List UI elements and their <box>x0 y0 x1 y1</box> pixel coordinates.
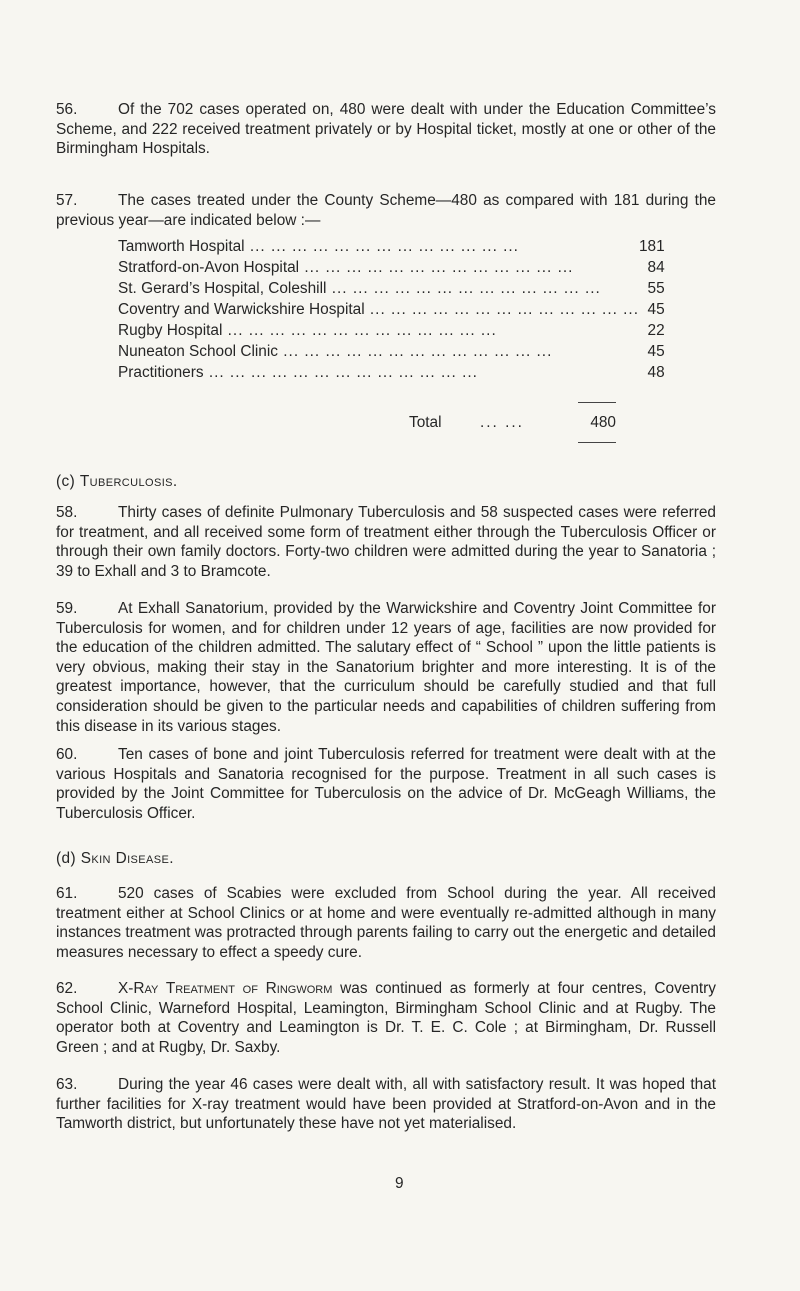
hospital-count: 45 <box>639 299 665 320</box>
total-value: 480 <box>590 414 616 431</box>
hospital-name: Coventry and Warwickshire Hospital ... . <box>118 299 639 320</box>
table-row <box>118 236 665 257</box>
paragraph-number: 58. <box>56 504 78 521</box>
paragraph-number: 62. <box>56 980 78 997</box>
total-rule-bottom <box>578 442 616 443</box>
paragraph-text: During the year 46 cases were dealt with, all with satisfactory result. It was hoped that further facilities for X-ray treatment would have been provided at Stratford-on-Avon and in the Tamworth district, but unfortunately these have not yet materialised. <box>56 1076 716 1133</box>
section-title: Tuberculosis. <box>79 473 178 490</box>
paragraph-lead: X-Ray Treatment of Ringworm <box>118 980 333 997</box>
paragraph-number: 60. <box>56 746 78 763</box>
paragraph-number: 61. <box>56 885 78 902</box>
paragraph-63 <box>56 1075 716 1134</box>
table-row <box>118 341 665 362</box>
paragraph-text: Ten cases of bone and joint Tuberculosis referred for treatment were dealt with at the various Hospitals and Sanatoria recognised for the purpose. Treatment in all such cases is provided by the Joint Committee for Tuberculosis on the advice of Dr. McGeagh Williams, the Tuberculosis Officer. <box>56 746 716 822</box>
paragraph-text: The cases treated under the County Scheme—480 as compared with 181 during the previous year—are indicated below :— <box>56 192 716 229</box>
paragraph-58 <box>56 503 716 581</box>
hospital-table <box>118 236 665 383</box>
paragraph-text: Thirty cases of definite Pulmonary Tuberculosis and 58 suspected cases were referred for treatment, and all received some form of treatment either through the Tuberculosis Officer or through their own family doctors. Forty-two children were admitted during the year to Sanatoria ; 39 to Exhall and 3 to Bramcote. <box>56 504 716 580</box>
paragraph-number: 63. <box>56 1076 78 1093</box>
paragraph-59 <box>56 599 716 736</box>
paragraph-text: Of the 702 cases operated on, 480 were dealt with under the Education Committee’s Scheme, and 222 received treatment privately or by Hospital ticket, mostly at one or other of the Birmingham Hospitals. <box>56 101 716 158</box>
hospital-count: 84 <box>639 257 665 278</box>
paragraph-61 <box>56 884 716 962</box>
table-row <box>118 362 665 383</box>
paragraph-number: 56. <box>56 101 78 118</box>
hospital-count: 22 <box>639 320 665 341</box>
hospital-name: Tamworth Hospital ... . <box>118 236 639 257</box>
table-row <box>118 278 665 299</box>
paragraph-57 <box>56 191 716 230</box>
paragraph-number: 57. <box>56 192 78 209</box>
hospital-count: 55 <box>639 278 665 299</box>
hospital-count: 181 <box>638 238 665 255</box>
table-row <box>118 257 665 278</box>
hospital-name: St. Gerard’s Hospital, Coleshill ... . <box>118 278 639 299</box>
section-heading-skin-disease <box>56 850 174 868</box>
total-label: Total <box>409 414 442 431</box>
hospital-name: Stratford-on-Avon Hospital ... . <box>118 257 639 278</box>
page-number: 9 <box>395 1175 404 1192</box>
paragraph-60 <box>56 745 716 823</box>
section-heading-tuberculosis <box>56 473 178 491</box>
table-row <box>118 299 665 320</box>
paragraph-text: 520 cases of Scabies were excluded from School during the year. All received treatment either at School Clinics or at home and were eventually re-admitted although in many instances treatment was protracted through parents failing to carry out the energetic and detailed measures necessary to effect a speedy cure. <box>56 885 716 961</box>
table-row <box>118 320 665 341</box>
total-leader-dots: ... ... <box>480 414 524 431</box>
hospital-name: Rugby Hospital ... . <box>118 320 639 341</box>
hospital-name: Nuneaton School Clinic ... . <box>118 341 639 362</box>
paragraph-number: 59. <box>56 600 78 617</box>
total-rule-top <box>578 402 616 403</box>
paragraph-56 <box>56 100 716 159</box>
section-title: Skin Disease. <box>80 850 174 867</box>
hospital-name: Practitioners ... . <box>118 362 639 383</box>
section-letter: (d) <box>56 850 77 867</box>
section-letter: (c) <box>56 473 76 490</box>
hospital-count: 48 <box>639 362 665 383</box>
paragraph-text: At Exhall Sanatorium, provided by the Warwickshire and Coventry Joint Committee for Tuberculosis for women, and for children under 12 years of age, facilities are now provided for the education of the children admitted. The salutary effect of “ School ” upon the little patients is very obvious, making their stay in the Sanatorium brighter and more interesting. It is of the greatest importance, however, that the curriculum should be carefully studied and that full consideration should be given to the particular needs and capabilities of children suffering from this disease in its various stages. <box>56 600 716 735</box>
hospital-count: 45 <box>639 341 665 362</box>
paragraph-62 <box>56 979 716 1057</box>
paragraph-text: was continued as formerly at four centres, Coventry School Clinic, Warneford Hospital, Leamington, Birmingham School Clinic and at Rugby. The operator both at Coventry and Leamington is Dr. T. E. C. Cole ; at Birmingham, Dr. Russell Green ; and at Rugby, Dr. Saxby. <box>56 980 716 1056</box>
